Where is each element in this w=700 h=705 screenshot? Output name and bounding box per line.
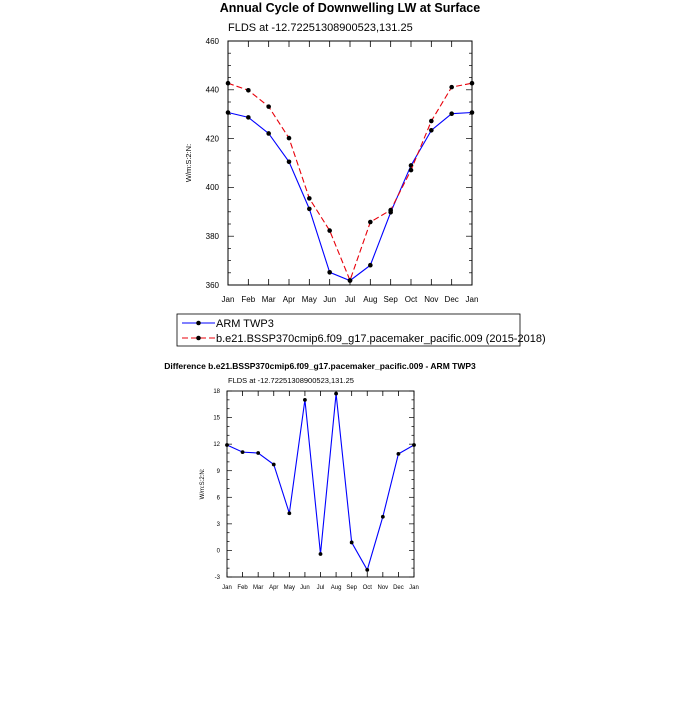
x-tick-label: Jan [409,585,419,591]
chart1-subtitle: FLDS at -12.72251308900523,131.25 [228,22,413,34]
x-tick-label: Jul [316,585,325,591]
x-tick-label: Mar [261,295,276,304]
x-tick-label: Feb [237,585,248,591]
legend-label-1: ARM TWP3 [216,318,274,330]
x-tick-label: Dec [393,585,404,591]
data-point [287,136,292,141]
chart2-ylabel: W/m:S:2:N: [200,468,206,500]
x-tick-label: Jun [323,295,337,304]
x-tick-label: Jul [344,295,356,304]
x-tick-label: Nov [377,585,389,591]
y-tick-label: 400 [205,183,219,193]
legend-marker-1 [196,321,201,326]
data-point [429,119,434,124]
data-point [287,159,292,164]
chart2-title: Difference b.e21.BSSP370cmip6.f09_g17.pacemaker_pacific.009 - ARM TWP3 [164,361,476,371]
x-tick-label: Aug [363,295,378,304]
data-point [397,452,401,456]
data-point [449,85,454,90]
y-tick-label: 3 [216,521,220,528]
data-point [429,128,434,133]
y-tick-label: 6 [216,495,220,502]
data-point [327,270,332,275]
data-point [256,451,260,455]
y-tick-label: 12 [213,442,220,449]
data-point [246,88,251,93]
chart1-plot [206,37,479,304]
y-tick-label: 380 [205,232,219,241]
chart2-plot [213,389,419,591]
y-tick-label: 440 [205,85,219,95]
data-point [368,263,373,268]
x-tick-label: Sep [383,295,398,304]
data-point [266,131,271,136]
data-point [365,568,369,572]
data-point [449,111,454,116]
data-point [303,398,307,402]
x-tick-label: Jan [221,295,235,304]
y-tick-label: 0 [216,548,220,555]
x-tick-label: Mar [252,585,264,591]
data-point [246,115,251,120]
y-tick-label: 9 [216,468,220,475]
x-tick-label: Feb [241,295,256,304]
series-line-1 [227,394,414,570]
x-tick-label: Apr [269,585,279,591]
x-tick-label: Oct [362,585,372,591]
y-tick-label: -3 [214,575,220,582]
data-point [226,110,231,115]
series-line-2 [228,83,472,280]
x-tick-label: Nov [424,295,439,304]
x-tick-label: Dec [444,295,459,304]
data-point [319,552,323,556]
x-tick-label: Jun [300,585,310,591]
x-tick-label: May [301,295,317,304]
data-point [368,220,373,225]
data-point [350,541,354,545]
chart1-title: Annual Cycle of Downwelling LW at Surface [219,1,481,15]
data-point [388,208,393,213]
data-point [287,511,291,515]
data-point [225,443,229,447]
series-line-1 [228,112,472,280]
chart1-legend [177,314,546,346]
plot-frame [228,41,472,285]
x-tick-label: Jan [465,295,479,304]
data-point [327,228,332,233]
x-tick-label: Jan [222,585,232,591]
y-tick-label: 360 [205,280,219,290]
data-point [409,168,414,173]
data-point [348,278,353,283]
data-point [412,443,416,447]
x-tick-label: Sep [346,585,358,591]
legend-label-2: b.e21.BSSP370cmip6.f09_g17.pacemaker_pacific.009 (2015-2018) [216,333,546,345]
data-point [241,450,245,454]
data-point [307,196,312,201]
data-point [381,515,385,519]
y-tick-label: 420 [205,134,219,144]
data-point [272,463,276,467]
legend-marker-2 [196,336,201,341]
data-point [334,392,338,396]
x-tick-label: Oct [404,295,418,304]
chart2-subtitle: FLDS at -12.72251308900523,131.25 [228,376,354,385]
x-tick-label: Aug [330,585,342,591]
y-tick-label: 18 [213,389,220,396]
data-point [307,207,312,212]
y-tick-label: 15 [213,415,220,422]
x-tick-label: Apr [282,295,296,304]
data-point [470,110,475,115]
data-point [266,104,271,109]
y-tick-label: 460 [205,36,219,46]
data-point [470,81,475,86]
x-tick-label: May [283,585,296,591]
chart1-ylabel: W/m:S:2:N: [184,143,193,183]
data-point [226,81,231,86]
